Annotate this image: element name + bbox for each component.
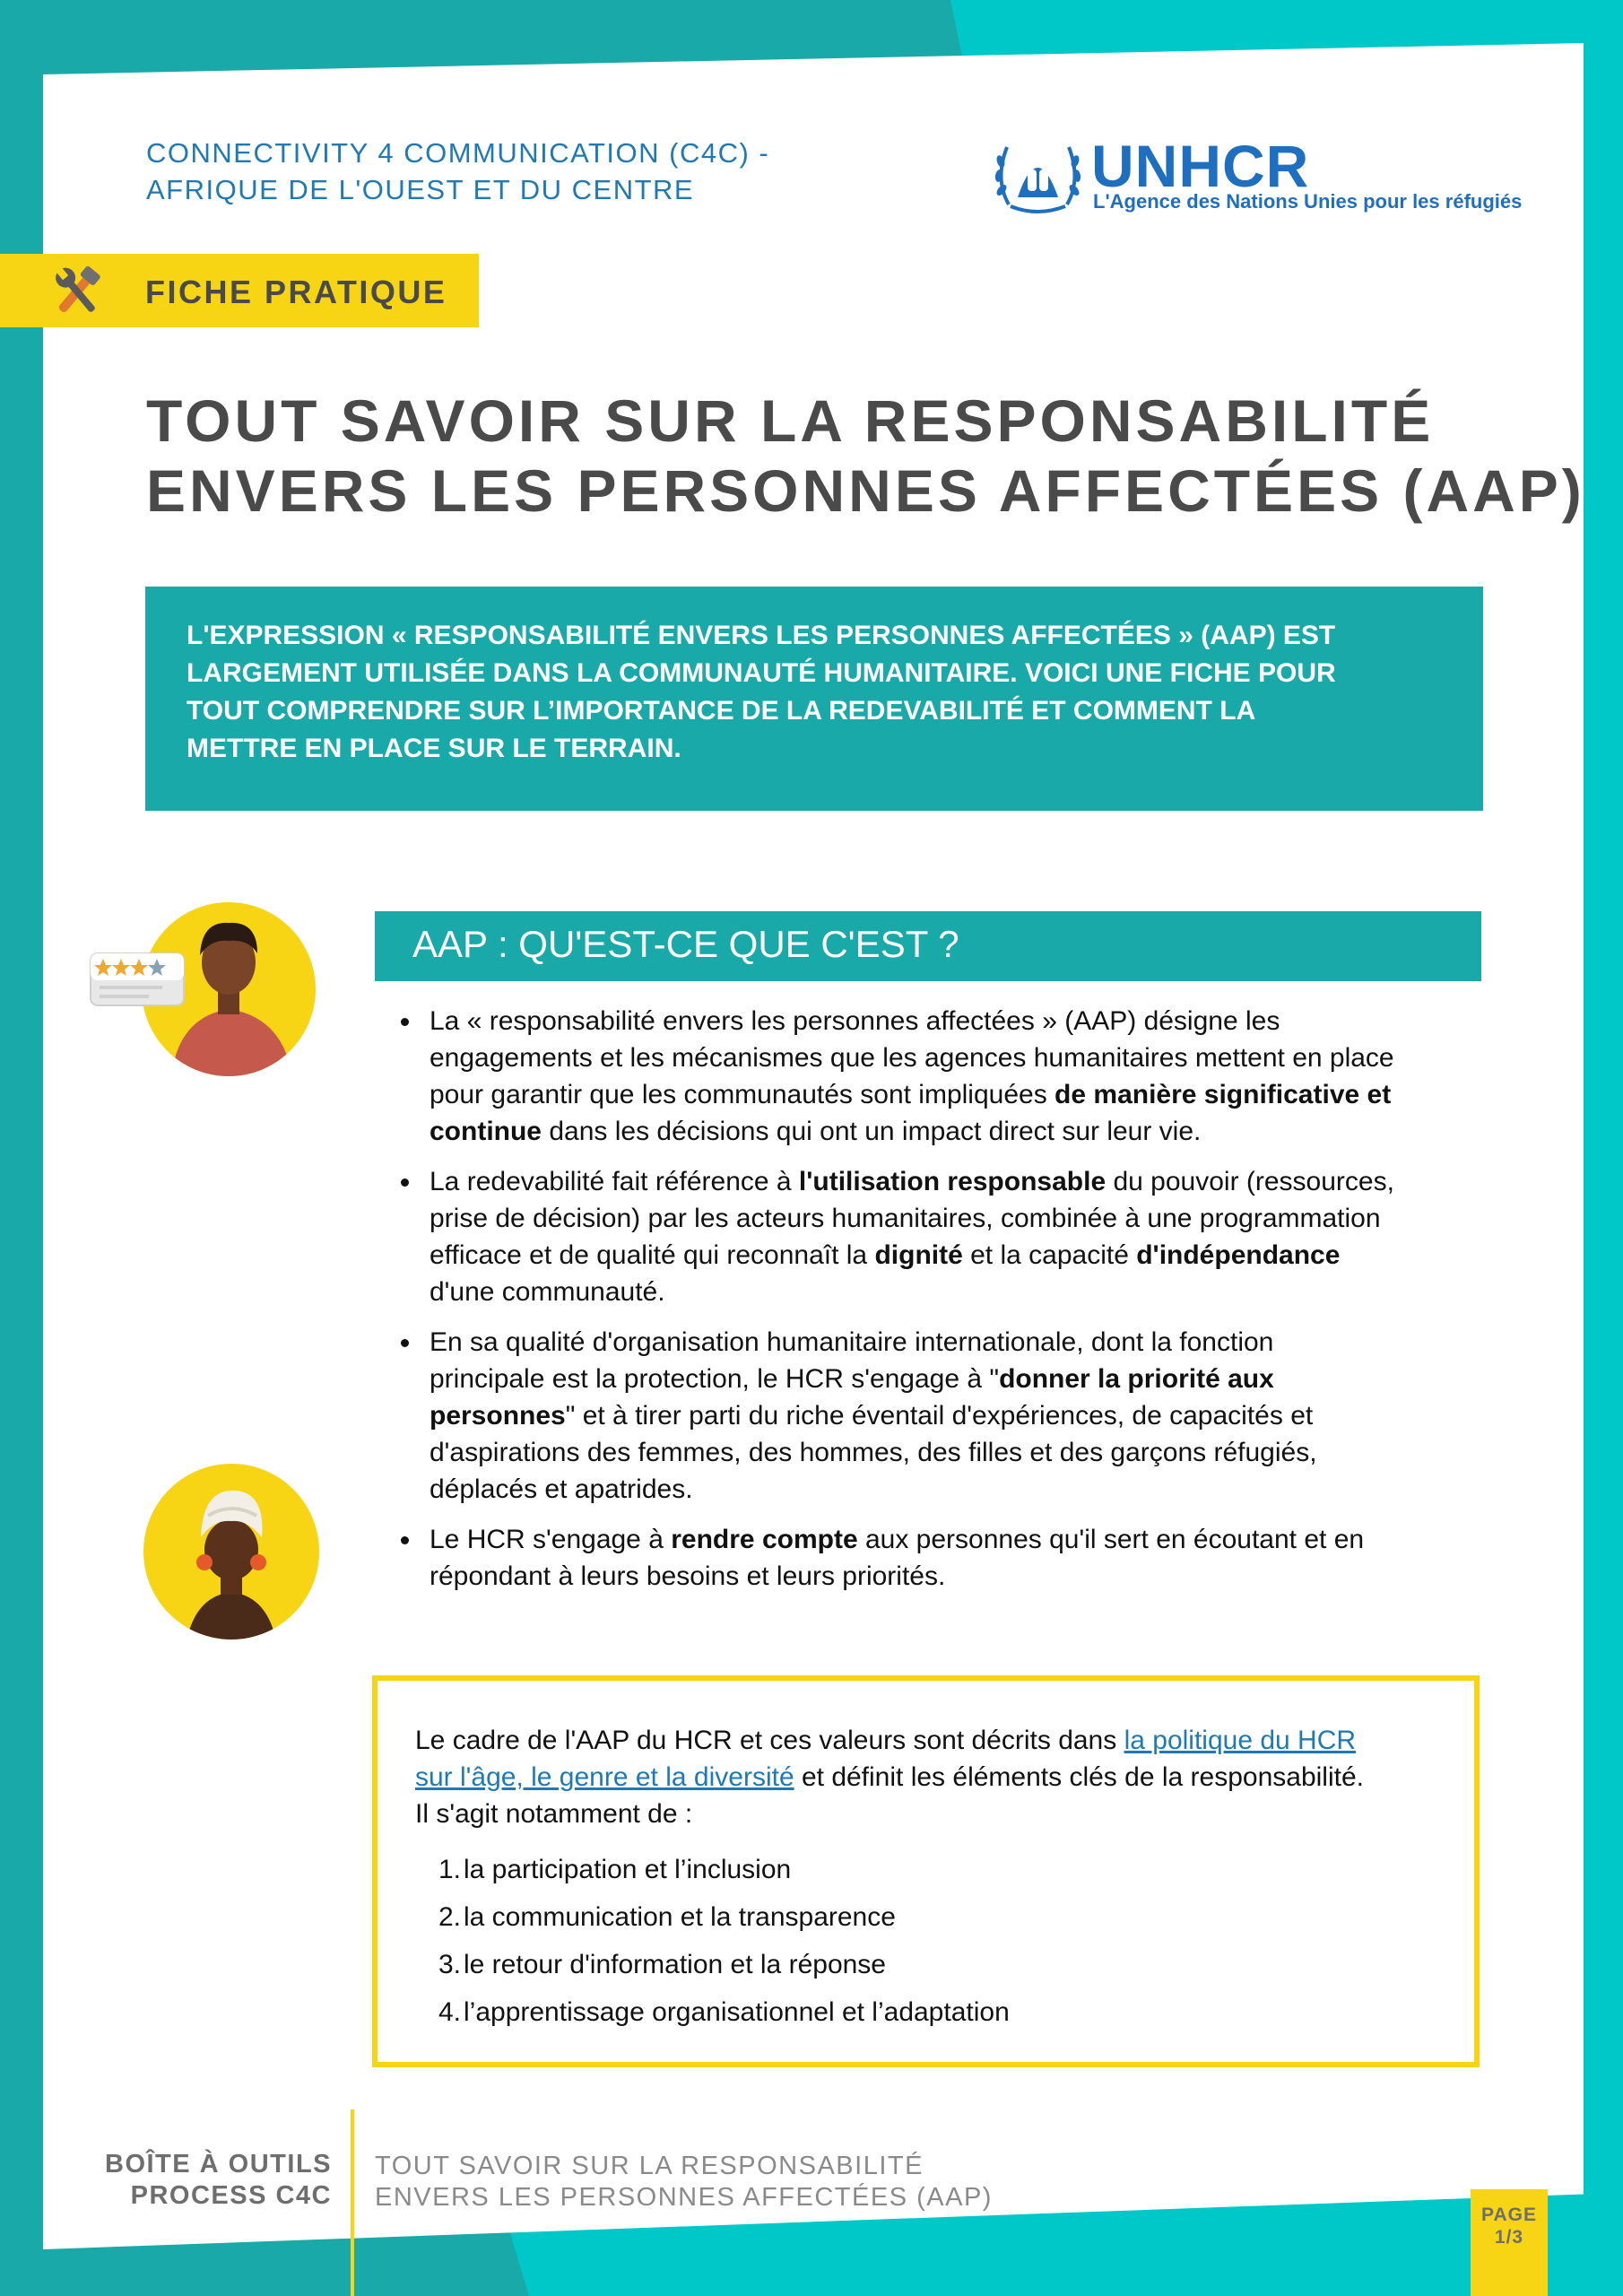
bullet-text: d'une communauté.	[430, 1277, 665, 1307]
section-heading: AAP : QU'EST-CE QUE C'EST ?	[412, 923, 959, 965]
aap-bullet-list	[399, 1003, 1484, 1608]
list-number: 2.	[438, 1902, 462, 1932]
footer-document-title	[375, 2151, 993, 2213]
bullet-emphasis: rendre compte	[671, 1525, 858, 1554]
intro-line: L'EXPRESSION « RESPONSABILITÉ ENVERS LES PERSONNES AFFECTÉES » (AAP) EST	[187, 621, 1336, 650]
tools-icon	[45, 263, 109, 320]
woman-with-headwrap-avatar-icon	[142, 1462, 321, 1641]
list-item-text: l’apprentissage organisationnel et l’adaptation	[464, 1997, 1010, 2027]
bullet-text: pour garantir que les communautés sont impliquées	[430, 1080, 1055, 1109]
list-item	[399, 1521, 1484, 1595]
bullet-text	[430, 1076, 1484, 1113]
footer-right-line: TOUT SAVOIR SUR LA RESPONSABILITÉ	[375, 2152, 924, 2180]
page-number-badge	[1471, 2189, 1548, 2296]
framework-text	[415, 1722, 1464, 1832]
bullet-text: déplacés et apatrides.	[430, 1474, 693, 1504]
footer-toolbox-label	[54, 2149, 332, 2212]
list-item-text: la communication et la transparence	[464, 1902, 896, 1932]
bullet-emphasis: continue	[430, 1117, 542, 1146]
bullet-text: " et à tirer parti du riche éventail d'expériences, de capacités et	[565, 1401, 1314, 1431]
footer-left-line: PROCESS C4C	[130, 2181, 332, 2210]
bullet-text: et la capacité	[962, 1240, 1137, 1270]
framework-line	[415, 1722, 1464, 1759]
bullet-text: d'aspirations des femmes, des hommes, des filles et des garçons réfugiés,	[430, 1438, 1317, 1467]
list-item	[399, 1324, 1484, 1508]
framework-box	[372, 1675, 1480, 2067]
intro-line: LARGEMENT UTILISÉE DANS LA COMMUNAUTÉ HUMANITAIRE. VOICI UNE FICHE POUR	[187, 658, 1336, 688]
list-item	[438, 1846, 1010, 1893]
bullet-emphasis: de manière significative et	[1055, 1080, 1392, 1109]
bullet-text	[430, 1113, 1484, 1150]
policy-link[interactable]: sur l'âge, le genre et la diversité	[415, 1762, 794, 1792]
bullet-text: La « responsabilité envers les personnes affectées » (AAP) désigne les	[430, 1006, 1280, 1036]
bullet-text: répondant à leurs besoins et leurs priorités.	[430, 1561, 946, 1591]
list-number: 1.	[438, 1855, 462, 1884]
bullet-text	[430, 1397, 1484, 1434]
unhcr-logo	[991, 133, 1523, 222]
logo-subtitle: L'Agence des Nations Unies pour les réfugiés	[1093, 190, 1523, 213]
list-number: 3.	[438, 1950, 462, 1979]
title-line-1: TOUT SAVOIR SUR LA RESPONSABILITÉ	[146, 387, 1435, 454]
bullet-text	[430, 1361, 1484, 1397]
page-label: PAGE	[1481, 2205, 1537, 2225]
bullet-text: prise de décision) par les acteurs humanitaires, combinée à une programmation	[430, 1204, 1381, 1233]
bullet-emphasis: donner la priorité aux	[999, 1364, 1274, 1394]
bullet-emphasis: d'indépendance	[1136, 1240, 1341, 1270]
bullet-text: La redevabilité fait référence à	[430, 1167, 799, 1196]
framework-line	[415, 1759, 1464, 1796]
framework-line: Il s'agit notamment de :	[415, 1799, 693, 1829]
page-number: 1/3	[1494, 2227, 1524, 2248]
list-item	[438, 1941, 1010, 1988]
bullet-emphasis: dignité	[874, 1240, 963, 1270]
bullet-text	[430, 1163, 1484, 1200]
section-heading-bar	[375, 911, 1481, 981]
bullet-text: dans les décisions qui ont un impact direct sur leur vie.	[542, 1117, 1202, 1146]
org-line-2: AFRIQUE DE L'OUEST ET DU CENTRE	[146, 174, 695, 205]
list-number: 4.	[438, 1997, 462, 2027]
bullet-text: principale est la protection, le HCR s'engage à "	[430, 1364, 1000, 1394]
framework-text-part: Le cadre de l'AAP du HCR et ces valeurs sont décrits dans	[415, 1726, 1124, 1755]
org-line-1: CONNECTIVITY 4 COMMUNICATION (C4C) -	[146, 137, 770, 169]
bullet-text	[430, 1521, 1484, 1558]
footer-divider	[351, 2109, 354, 2296]
footer-right-line: ENVERS LES PERSONNES AFFECTÉES (AAP)	[375, 2183, 993, 2212]
list-item	[438, 1988, 1010, 2036]
intro-line: METTRE EN PLACE SUR LE TERRAIN.	[187, 734, 681, 763]
bullet-text: aux personnes qu'il sert en écoutant et en	[857, 1525, 1365, 1554]
bullet-emphasis: personnes	[430, 1401, 566, 1431]
list-item-text: la participation et l’inclusion	[464, 1855, 792, 1884]
list-item	[399, 1163, 1484, 1310]
logo-wordmark: UNHCR	[1091, 133, 1310, 199]
list-item-text: le retour d'information et la réponse	[464, 1950, 886, 1979]
bullet-text: Le HCR s'engage à	[430, 1525, 672, 1554]
bullet-emphasis: l'utilisation responsable	[798, 1167, 1107, 1196]
title-line-2: ENVERS LES PERSONNES AFFECTÉES (AAP)	[146, 457, 1585, 524]
intro-box	[145, 587, 1483, 811]
policy-link[interactable]: la politique du HCR	[1124, 1726, 1357, 1755]
framework-text-part: et définit les éléments clés de la responsabilité.	[794, 1762, 1364, 1792]
organization-name	[146, 135, 864, 208]
man-with-rating-avatar-icon	[85, 892, 327, 1085]
list-item	[399, 1003, 1484, 1150]
unhcr-emblem-icon	[991, 135, 1085, 215]
ribbon-label: FICHE PRATIQUE	[145, 274, 447, 310]
bullet-text	[430, 1237, 1484, 1274]
bullet-text: engagements et les mécanismes que les agences humanitaires mettent en place	[430, 1043, 1394, 1073]
footer-left-line: BOÎTE À OUTILS	[105, 2150, 332, 2179]
intro-line: TOUT COMPRENDRE SUR L’IMPORTANCE DE LA REDEVABILITÉ ET COMMENT LA	[187, 696, 1256, 726]
list-item	[438, 1893, 1010, 1941]
bullet-text: du pouvoir (ressources,	[1106, 1167, 1394, 1196]
bullet-text: En sa qualité d'organisation humanitaire internationale, dont la fonction	[430, 1327, 1274, 1357]
framework-numbered-list	[438, 1846, 1010, 2036]
intro-text	[187, 617, 1460, 768]
bullet-text: efficace et de qualité qui reconnaît la	[430, 1240, 875, 1270]
page-title	[146, 386, 1585, 526]
fiche-pratique-ribbon	[0, 254, 479, 327]
